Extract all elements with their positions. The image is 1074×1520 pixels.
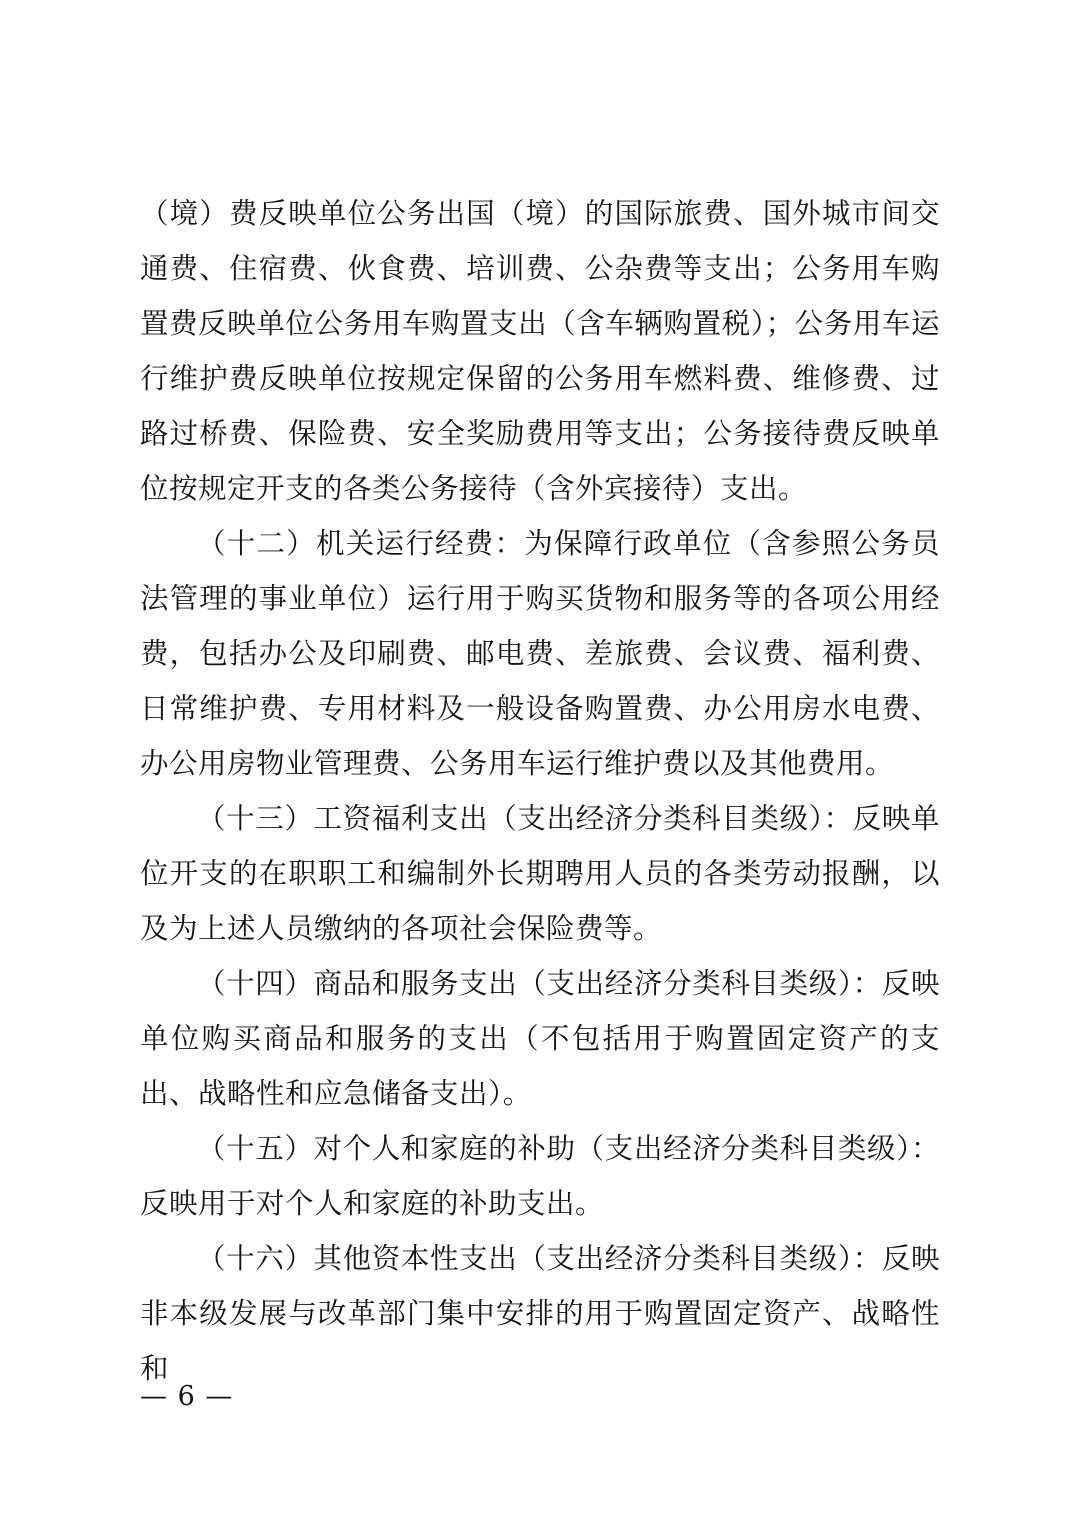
paragraph-item-12: （十二）机关运行经费：为保障行政单位（含参照公务员法管理的事业单位）运行用于购买货物和服务等的各项公用经费，包括办公及印刷费、邮电费、差旅费、会议费、福利费、日常维护费、专用材料及一般设备购置费、办公用房水电费、办公用房物业管理费、公务用车运行维护费以及其他费用。 <box>140 527 940 780</box>
paragraph-item-15: （十五）对个人和家庭的补助（支出经济分类科目类级）：反映用于对个人和家庭的补助支出。 <box>140 1132 940 1220</box>
page-footer <box>140 1381 940 1412</box>
paragraph-continued-travel: （境）费反映单位公务出国（境）的国际旅费、国外城市间交通费、住宿费、伙食费、培训费、公杂费等支出；公务用车购置费反映单位公务用车购置支出（含车辆购置税）；公务用车运行维护费反映单位按规定保留的公务用车燃料费、维修费、过路过桥费、保险费、安全奖励费用等支出；公务接待费反映单位按规定开支的各类公务接待（含外宾接待）支出。 <box>140 197 940 505</box>
page-body-text <box>140 186 940 1396</box>
page-number: — 6 — <box>140 1381 234 1412</box>
paragraph-item-16: （十六）其他资本性支出（支出经济分类科目类级）：反映非本级发展与改革部门集中安排的用于购置固定资产、战略性和 <box>140 1242 940 1385</box>
paragraph-item-14: （十四）商品和服务支出（支出经济分类科目类级）：反映单位购买商品和服务的支出（不包括用于购置固定资产的支出、战略性和应急储备支出）。 <box>140 967 940 1110</box>
paragraph-item-13: （十三）工资福利支出（支出经济分类科目类级）：反映单位开支的在职职工和编制外长期聘用人员的各类劳动报酬，以及为上述人员缴纳的各项社会保险费等。 <box>140 802 940 945</box>
